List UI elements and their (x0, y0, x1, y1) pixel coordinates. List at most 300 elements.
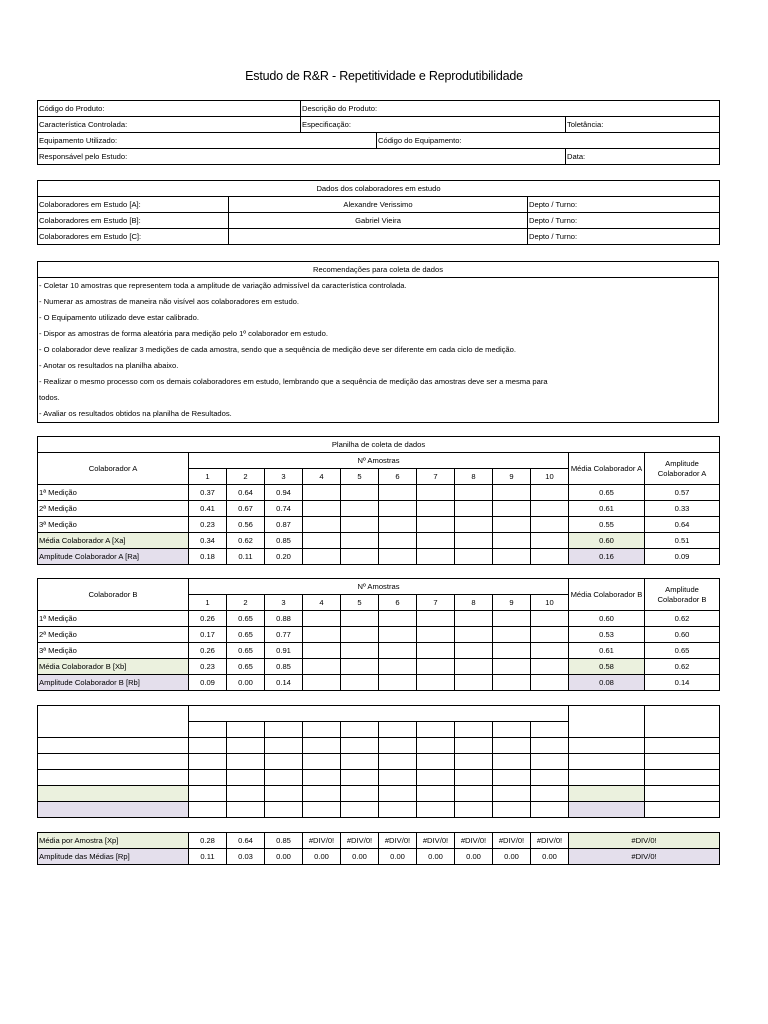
measurement-cell[interactable] (531, 659, 569, 675)
media-cell: 0.58 (569, 659, 645, 675)
row-label: Média Colaborador B [Xb] (38, 659, 189, 675)
measurement-cell[interactable] (417, 517, 455, 533)
row-label (38, 738, 189, 754)
recomendacao-item: - O Equipamento utilizado deve estar calibrado. (39, 313, 199, 322)
row-label: Amplitude Colaborador B [Rb] (38, 675, 189, 691)
measurement-cell[interactable] (303, 485, 341, 501)
measurement-cell[interactable] (341, 517, 379, 533)
measurement-cell[interactable] (531, 533, 569, 549)
measurement-cell[interactable] (189, 786, 227, 802)
measurement-cell[interactable] (493, 802, 531, 818)
measurement-cell[interactable] (379, 517, 417, 533)
measurement-cell[interactable]: 0.85 (265, 533, 303, 549)
measurement-cell[interactable] (493, 501, 531, 517)
sample-number: 7 (417, 469, 455, 485)
resumo-total: #DIV/0! (569, 849, 720, 865)
amplitude-colaborador-header: Amplitude Colaborador A (645, 453, 720, 485)
measurement-cell[interactable] (341, 611, 379, 627)
measurement-cell[interactable]: 0.09 (189, 675, 227, 691)
measurement-cell[interactable]: 0.91 (265, 643, 303, 659)
sample-number: 6 (379, 469, 417, 485)
sample-number (531, 722, 569, 738)
measurement-cell[interactable] (455, 643, 493, 659)
colaborador-a-label: Colaboradores em Estudo [A]: (38, 197, 229, 213)
measurement-cell[interactable] (227, 770, 265, 786)
planilha-heading: Planilha de coleta de dados (38, 437, 720, 453)
measurement-cell[interactable] (455, 738, 493, 754)
resumo-value: 0.03 (227, 849, 265, 865)
measurement-cell[interactable]: 0.23 (189, 517, 227, 533)
sample-number: 6 (379, 595, 417, 611)
recomendacao-item: - Avaliar os resultados obtidos na planilha de Resultados. (39, 409, 232, 418)
measurement-cell[interactable]: 0.17 (189, 627, 227, 643)
media-cell (569, 786, 645, 802)
measurement-cell[interactable]: 0.34 (189, 533, 227, 549)
measurement-cell[interactable] (379, 485, 417, 501)
resumo-value: #DIV/0! (341, 833, 379, 849)
measurement-cell[interactable] (493, 533, 531, 549)
measurement-cell[interactable] (455, 517, 493, 533)
measurement-cell[interactable] (417, 501, 455, 517)
media-cell (569, 770, 645, 786)
recomendacao-item: - Dispor as amostras de forma aleatória para medição pelo 1º colaborador em estudo. (39, 329, 328, 338)
measurement-cell[interactable] (455, 675, 493, 691)
measurement-cell[interactable]: 0.64 (227, 485, 265, 501)
amplitude-cell: 0.09 (645, 549, 720, 565)
measurement-cell[interactable] (417, 738, 455, 754)
recomendacao-item: todos. (39, 393, 60, 402)
amplitude-cell: 0.51 (645, 533, 720, 549)
recomendacoes-list (38, 278, 719, 423)
resumo-value: 0.00 (379, 849, 417, 865)
measurement-cell[interactable] (341, 786, 379, 802)
amplitude-cell: 0.14 (645, 675, 720, 691)
measurement-cell[interactable] (265, 786, 303, 802)
measurement-cell[interactable] (227, 738, 265, 754)
sample-number: 3 (265, 469, 303, 485)
amplitude-colaborador-header: Amplitude Colaborador B (645, 579, 720, 611)
measurement-cell[interactable] (379, 533, 417, 549)
measurement-cell[interactable] (303, 501, 341, 517)
measurement-cell[interactable] (341, 533, 379, 549)
colaborador-b-depto[interactable]: Depto / Turno: (528, 213, 720, 229)
measurement-cell[interactable] (531, 611, 569, 627)
amplitude-cell (645, 786, 720, 802)
measurement-cell[interactable]: 0.26 (189, 643, 227, 659)
codigo-produto-field[interactable]: Código do Produto: (38, 101, 301, 117)
measurement-cell[interactable]: 0.14 (265, 675, 303, 691)
row-label (38, 770, 189, 786)
measurement-cell[interactable] (303, 786, 341, 802)
measurement-cell[interactable] (189, 802, 227, 818)
colaborador-c-name[interactable] (229, 229, 528, 245)
measurement-cell[interactable] (341, 675, 379, 691)
sample-number: 4 (303, 595, 341, 611)
measurement-cell[interactable] (341, 770, 379, 786)
measurement-cell[interactable] (455, 501, 493, 517)
measurement-cell[interactable] (379, 675, 417, 691)
sample-number (417, 722, 455, 738)
colaborador-b-label: Colaboradores em Estudo [B]: (38, 213, 229, 229)
resumo-value: 0.00 (493, 849, 531, 865)
resumo-value: 0.00 (303, 849, 341, 865)
measurement-cell[interactable] (303, 754, 341, 770)
amplitude-cell: 0.57 (645, 485, 720, 501)
measurement-cell[interactable] (417, 485, 455, 501)
row-label: Amplitude Colaborador A [Ra] (38, 549, 189, 565)
recomendacao-item: - Realizar o mesmo processo com os demais colaboradores em estudo, lembrando que a sequência de medição das amostras deve ser a mesma para (39, 377, 548, 386)
resumo-value: 0.28 (189, 833, 227, 849)
measurement-cell[interactable]: 0.88 (265, 611, 303, 627)
media-cell (569, 754, 645, 770)
measurement-cell[interactable] (531, 501, 569, 517)
measurement-cell[interactable] (265, 754, 303, 770)
measurement-cell[interactable]: 0.67 (227, 501, 265, 517)
measurement-cell[interactable]: 0.18 (189, 549, 227, 565)
measurement-cell[interactable] (455, 485, 493, 501)
amplitude-cell: 0.65 (645, 643, 720, 659)
colaboradores-table (37, 180, 720, 245)
sample-number: 9 (493, 469, 531, 485)
media-colaborador-header: Média Colaborador B (569, 579, 645, 611)
sample-number: 1 (189, 595, 227, 611)
sample-number: 8 (455, 469, 493, 485)
measurement-cell[interactable] (189, 754, 227, 770)
page-title: Estudo de R&R - Repetitividade e Reprodutibilidade (245, 69, 523, 83)
measurement-cell[interactable] (227, 802, 265, 818)
row-label: 1ª Medição (38, 485, 189, 501)
measurement-cell[interactable] (493, 627, 531, 643)
measurement-cell[interactable]: 0.11 (227, 549, 265, 565)
measurement-cell[interactable]: 0.85 (265, 659, 303, 675)
measurement-cell[interactable] (417, 786, 455, 802)
measurement-cell[interactable] (303, 611, 341, 627)
measurement-cell[interactable] (265, 738, 303, 754)
sample-number: 1 (189, 469, 227, 485)
measurement-cell[interactable] (189, 738, 227, 754)
resumo-value: 0.00 (417, 849, 455, 865)
recomendacao-item: - O colaborador deve realizar 3 medições de cada amostra, sendo que a sequência de medição deve ser diferente em cada ciclo de medição. (39, 345, 516, 354)
measurement-cell[interactable] (455, 549, 493, 565)
resumo-label: Média por Amostra [Xp] (38, 833, 189, 849)
codigo-equipamento-field[interactable]: Código do Equipamento: (377, 133, 720, 149)
media-cell: 0.60 (569, 533, 645, 549)
amplitude-cell (645, 738, 720, 754)
amplitude-colaborador-header (645, 706, 720, 738)
measurement-cell[interactable] (379, 738, 417, 754)
measurement-cell[interactable] (379, 754, 417, 770)
media-cell: 0.16 (569, 549, 645, 565)
recomendacao-item: - Numerar as amostras de maneira não visível aos colaboradores em estudo. (39, 297, 299, 306)
sample-number (493, 722, 531, 738)
measurement-cell[interactable]: 0.94 (265, 485, 303, 501)
amplitude-cell: 0.62 (645, 611, 720, 627)
measurement-cell[interactable] (341, 485, 379, 501)
media-cell: 0.61 (569, 501, 645, 517)
measurement-cell[interactable] (341, 501, 379, 517)
amplitude-cell: 0.33 (645, 501, 720, 517)
sample-number: 7 (417, 595, 455, 611)
measurement-cell[interactable] (379, 802, 417, 818)
measurement-cell[interactable] (493, 611, 531, 627)
responsavel-field[interactable]: Responsável pelo Estudo: (38, 149, 566, 165)
colaborador-block-title (38, 706, 189, 738)
resumo-value: 0.64 (227, 833, 265, 849)
measurement-cell[interactable] (379, 549, 417, 565)
media-cell: 0.60 (569, 611, 645, 627)
sample-number: 3 (265, 595, 303, 611)
equipamento-field[interactable]: Equipamento Utilizado: (38, 133, 377, 149)
measurement-cell[interactable] (303, 643, 341, 659)
measurement-cell[interactable] (531, 754, 569, 770)
measurement-cell[interactable] (341, 643, 379, 659)
measurement-cell[interactable] (379, 627, 417, 643)
sample-number: 5 (341, 595, 379, 611)
measurement-cell[interactable] (227, 754, 265, 770)
measurement-cell[interactable] (379, 501, 417, 517)
sample-number: 5 (341, 469, 379, 485)
amplitude-cell: 0.62 (645, 659, 720, 675)
sample-number (303, 722, 341, 738)
amplitude-cell: 0.64 (645, 517, 720, 533)
resumo-value: #DIV/0! (455, 833, 493, 849)
row-label: 3ª Medição (38, 517, 189, 533)
measurement-cell[interactable] (493, 738, 531, 754)
sample-number: 10 (531, 595, 569, 611)
recomendacoes-table (37, 261, 719, 423)
row-label: 3ª Medição (38, 643, 189, 659)
measurement-cell[interactable] (189, 770, 227, 786)
colaborador-a-name[interactable]: Alexandre Verissimo (229, 197, 528, 213)
measurement-cell[interactable] (493, 786, 531, 802)
measurement-cell[interactable]: 0.20 (265, 549, 303, 565)
resumo-value: 0.85 (265, 833, 303, 849)
row-label: 2ª Medição (38, 627, 189, 643)
amplitude-cell (645, 770, 720, 786)
measurement-cell[interactable] (341, 627, 379, 643)
spacer (38, 818, 720, 833)
measurement-cell[interactable]: 0.41 (189, 501, 227, 517)
measurement-cell[interactable] (265, 802, 303, 818)
sample-number (227, 722, 265, 738)
measurement-cell[interactable] (379, 659, 417, 675)
sample-number: 2 (227, 469, 265, 485)
measurement-cell[interactable] (417, 770, 455, 786)
media-cell: 0.65 (569, 485, 645, 501)
recomendacao-item: - Coletar 10 amostras que representem toda a amplitude de variação admissível da característica controlada. (39, 281, 407, 290)
measurement-cell[interactable]: 0.87 (265, 517, 303, 533)
resumo-value: 0.11 (189, 849, 227, 865)
measurement-cell[interactable] (417, 643, 455, 659)
row-label (38, 802, 189, 818)
measurement-cell[interactable] (493, 517, 531, 533)
measurement-cell[interactable] (303, 549, 341, 565)
measurement-cell[interactable] (265, 770, 303, 786)
measurement-cell[interactable] (455, 770, 493, 786)
sample-number (265, 722, 303, 738)
media-cell: 0.55 (569, 517, 645, 533)
resumo-value: #DIV/0! (379, 833, 417, 849)
measurement-cell[interactable]: 0.00 (227, 675, 265, 691)
measurement-cell[interactable] (531, 643, 569, 659)
row-label: 1ª Medição (38, 611, 189, 627)
amplitude-cell (645, 802, 720, 818)
measurement-cell[interactable] (493, 485, 531, 501)
measurement-cell[interactable] (341, 802, 379, 818)
measurement-cell[interactable]: 0.74 (265, 501, 303, 517)
measurement-cell[interactable] (493, 770, 531, 786)
measurement-cell[interactable] (531, 802, 569, 818)
resumo-value: #DIV/0! (417, 833, 455, 849)
measurement-cell[interactable] (493, 675, 531, 691)
measurement-cell[interactable] (493, 643, 531, 659)
colaborador-c-depto[interactable]: Depto / Turno: (528, 229, 720, 245)
measurement-cell[interactable] (417, 533, 455, 549)
sample-number: 10 (531, 469, 569, 485)
measurement-cell[interactable] (531, 517, 569, 533)
measurement-cell[interactable] (379, 770, 417, 786)
recomendacoes-heading: Recomendações para coleta de dados (38, 262, 719, 278)
resumo-total: #DIV/0! (569, 833, 720, 849)
sample-number: 8 (455, 595, 493, 611)
spacer (38, 565, 720, 579)
measurement-cell[interactable] (455, 786, 493, 802)
resumo-value: #DIV/0! (531, 833, 569, 849)
sample-number (379, 722, 417, 738)
media-cell: 0.61 (569, 643, 645, 659)
row-label: Média Colaborador A [Xa] (38, 533, 189, 549)
measurement-cell[interactable]: 0.77 (265, 627, 303, 643)
measurement-cell[interactable] (493, 754, 531, 770)
measurement-cell[interactable] (531, 675, 569, 691)
amostras-header: Nº Amostras (189, 453, 569, 469)
planilha-coleta-table (37, 436, 720, 865)
media-cell: 0.53 (569, 627, 645, 643)
measurement-cell[interactable] (531, 786, 569, 802)
resumo-value: 0.00 (531, 849, 569, 865)
measurement-cell[interactable] (417, 611, 455, 627)
resumo-value: #DIV/0! (493, 833, 531, 849)
measurement-cell[interactable] (303, 627, 341, 643)
resumo-value: 0.00 (455, 849, 493, 865)
product-info-table (37, 100, 720, 165)
measurement-cell[interactable] (303, 517, 341, 533)
media-cell (569, 802, 645, 818)
measurement-cell[interactable] (531, 485, 569, 501)
sample-number: 2 (227, 595, 265, 611)
measurement-cell[interactable] (303, 533, 341, 549)
measurement-cell[interactable] (493, 549, 531, 565)
measurement-cell[interactable] (303, 675, 341, 691)
measurement-cell[interactable] (455, 533, 493, 549)
measurement-cell[interactable] (417, 627, 455, 643)
tolerancia-field[interactable]: Toletância: (566, 117, 720, 133)
media-colaborador-header: Média Colaborador A (569, 453, 645, 485)
measurement-cell[interactable] (417, 659, 455, 675)
resumo-value: 0.00 (341, 849, 379, 865)
measurement-cell[interactable]: 0.23 (189, 659, 227, 675)
measurement-cell[interactable] (379, 643, 417, 659)
measurement-cell[interactable] (493, 659, 531, 675)
amostras-header (189, 706, 569, 722)
measurement-cell[interactable] (417, 675, 455, 691)
measurement-cell[interactable]: 0.65 (227, 611, 265, 627)
measurement-cell[interactable] (531, 770, 569, 786)
amplitude-cell (645, 754, 720, 770)
colaborador-block-title: Colaborador B (38, 579, 189, 611)
colaboradores-heading: Dados dos colaboradores em estudo (38, 181, 720, 197)
measurement-cell[interactable] (379, 786, 417, 802)
measurement-cell[interactable] (303, 770, 341, 786)
measurement-cell[interactable] (341, 738, 379, 754)
measurement-cell[interactable] (379, 611, 417, 627)
amplitude-cell: 0.60 (645, 627, 720, 643)
measurement-cell[interactable] (341, 549, 379, 565)
caracteristica-field[interactable]: Característica Controlada: (38, 117, 301, 133)
measurement-cell[interactable]: 0.65 (227, 659, 265, 675)
measurement-cell[interactable]: 0.26 (189, 611, 227, 627)
amostras-header: Nº Amostras (189, 579, 569, 595)
descricao-produto-field[interactable]: Descrição do Produto: (301, 101, 720, 117)
media-cell (569, 738, 645, 754)
sample-number: 4 (303, 469, 341, 485)
row-label (38, 786, 189, 802)
measurement-cell[interactable] (455, 754, 493, 770)
media-cell: 0.08 (569, 675, 645, 691)
sample-number: 9 (493, 595, 531, 611)
measurement-cell[interactable] (227, 786, 265, 802)
measurement-cell[interactable] (531, 738, 569, 754)
measurement-cell[interactable] (455, 627, 493, 643)
sample-number (341, 722, 379, 738)
measurement-cell[interactable] (455, 611, 493, 627)
resumo-value: #DIV/0! (303, 833, 341, 849)
colaborador-b-name[interactable]: Gabriel Vieira (229, 213, 528, 229)
measurement-cell[interactable] (455, 802, 493, 818)
sample-number (455, 722, 493, 738)
resumo-value: 0.00 (265, 849, 303, 865)
measurement-cell[interactable]: 0.37 (189, 485, 227, 501)
measurement-cell[interactable]: 0.56 (227, 517, 265, 533)
measurement-cell[interactable] (417, 802, 455, 818)
measurement-cell[interactable] (341, 659, 379, 675)
measurement-cell[interactable]: 0.65 (227, 643, 265, 659)
row-label: 2ª Medição (38, 501, 189, 517)
colaborador-block-title: Colaborador A (38, 453, 189, 485)
measurement-cell[interactable] (455, 659, 493, 675)
colaborador-c-label: Colaboradores em Estudo [C]: (38, 229, 229, 245)
measurement-cell[interactable] (417, 754, 455, 770)
measurement-cell[interactable]: 0.62 (227, 533, 265, 549)
spacer (38, 691, 720, 706)
resumo-label: Amplitude das Médias [Rp] (38, 849, 189, 865)
measurement-cell[interactable] (341, 754, 379, 770)
recomendacao-item: - Anotar os resultados na planilha abaixo. (39, 361, 179, 370)
measurement-cell[interactable] (303, 802, 341, 818)
measurement-cell[interactable] (531, 549, 569, 565)
colaborador-a-depto[interactable]: Depto / Turno: (528, 197, 720, 213)
measurement-cell[interactable] (303, 738, 341, 754)
row-label (38, 754, 189, 770)
measurement-cell[interactable] (303, 659, 341, 675)
measurement-cell[interactable] (417, 549, 455, 565)
measurement-cell[interactable]: 0.65 (227, 627, 265, 643)
media-colaborador-header (569, 706, 645, 738)
especificacao-field[interactable]: Especificação: (301, 117, 566, 133)
data-field[interactable]: Data: (566, 149, 720, 165)
measurement-cell[interactable] (531, 627, 569, 643)
sample-number (189, 722, 227, 738)
